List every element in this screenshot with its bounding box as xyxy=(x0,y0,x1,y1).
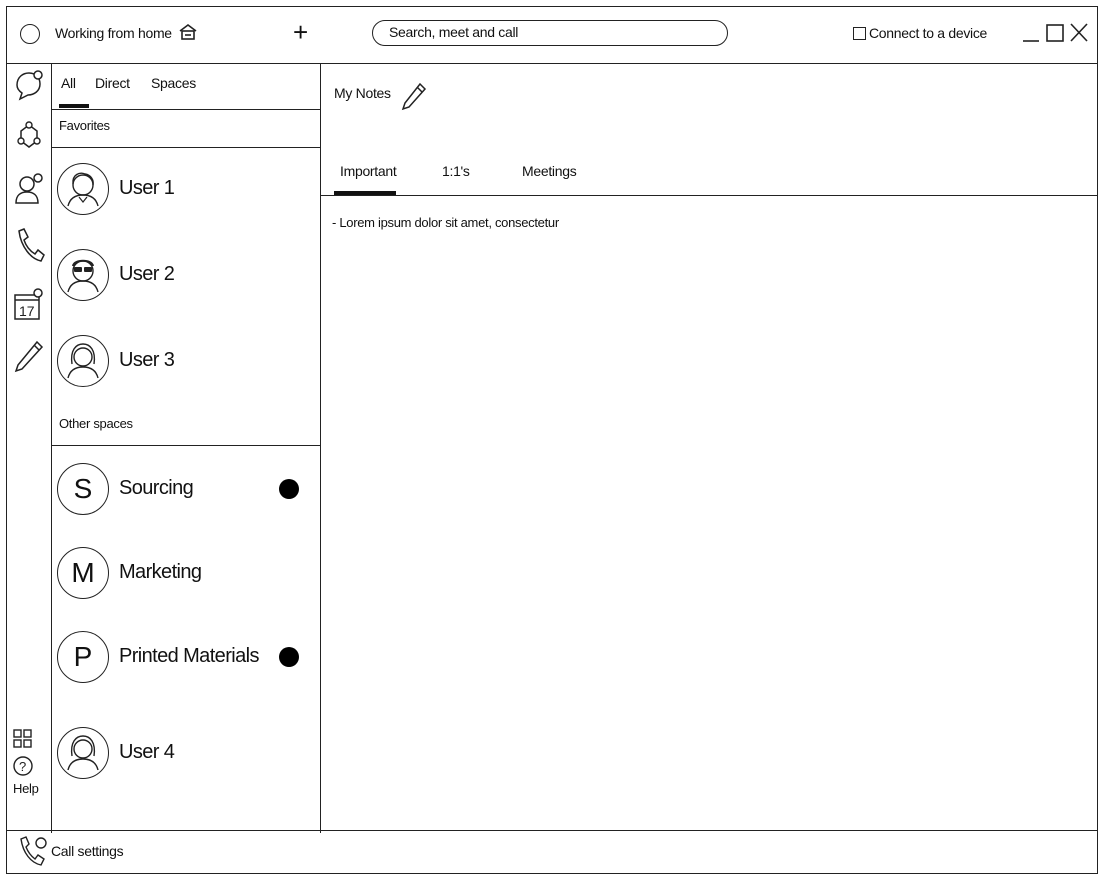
item-label: Printed Materials xyxy=(119,645,259,667)
tab-one-on-ones[interactable]: 1:1's xyxy=(442,163,470,179)
space-avatar: S xyxy=(57,463,109,515)
item-label: User 2 xyxy=(119,263,175,285)
notes-tabs xyxy=(320,149,1097,196)
active-tab-indicator xyxy=(334,191,396,195)
conversation-sidebar xyxy=(51,63,321,833)
active-filter-indicator xyxy=(59,104,89,108)
edit-pencil-icon[interactable] xyxy=(400,81,428,111)
nav-rail xyxy=(7,63,52,833)
item-label: User 1 xyxy=(119,177,175,199)
messages-icon[interactable] xyxy=(13,69,45,105)
filter-tabs xyxy=(51,63,320,110)
contacts-icon[interactable] xyxy=(13,171,45,207)
whiteboard-pencil-icon[interactable] xyxy=(13,339,45,375)
connect-device-button[interactable] xyxy=(853,25,987,41)
item-label: User 3 xyxy=(119,349,175,371)
tab-meetings[interactable]: Meetings xyxy=(522,163,577,179)
minimize-button[interactable] xyxy=(1021,19,1041,45)
list-item[interactable] xyxy=(57,547,307,607)
call-settings-label[interactable]: Call settings xyxy=(51,843,124,859)
app-window xyxy=(6,6,1098,874)
svg-text:?: ? xyxy=(19,759,27,774)
tab-important[interactable]: Important xyxy=(340,163,397,179)
list-item[interactable] xyxy=(57,727,307,787)
teams-icon[interactable] xyxy=(13,119,45,155)
help-icon[interactable] xyxy=(13,755,33,777)
user-avatar-icon xyxy=(57,163,109,215)
item-label: User 4 xyxy=(119,741,175,763)
status-indicator-icon[interactable] xyxy=(20,24,40,44)
page-title: My Notes xyxy=(334,85,391,101)
calendar-day-label: 17 xyxy=(19,303,35,319)
add-button[interactable]: + xyxy=(293,17,309,47)
list-item[interactable] xyxy=(57,163,307,223)
notes-panel xyxy=(320,63,1097,833)
call-settings-icon[interactable] xyxy=(17,835,49,869)
filter-direct[interactable]: Direct xyxy=(95,75,130,91)
calls-icon[interactable] xyxy=(13,225,45,265)
note-content[interactable]: - Lorem ipsum dolor sit amet, consectetur xyxy=(332,215,559,230)
user-avatar-glasses-icon xyxy=(57,249,109,301)
bottom-bar xyxy=(7,830,1097,873)
filter-spaces[interactable]: Spaces xyxy=(151,75,196,91)
other-spaces-header-label: Other spaces xyxy=(59,416,133,431)
top-bar xyxy=(7,7,1097,64)
favorites-header xyxy=(51,109,320,148)
unread-indicator xyxy=(279,479,299,499)
maximize-button[interactable] xyxy=(1045,19,1065,45)
list-item[interactable] xyxy=(57,249,307,309)
help-label[interactable]: Help xyxy=(13,781,39,796)
home-icon xyxy=(179,24,197,40)
list-item[interactable] xyxy=(57,335,307,395)
status-text[interactable]: Working from home xyxy=(55,25,172,41)
favorites-header-label: Favorites xyxy=(59,118,110,133)
user-avatar-female-icon xyxy=(57,727,109,779)
filter-all[interactable]: All xyxy=(61,75,76,91)
device-checkbox-icon xyxy=(853,27,866,40)
other-spaces-header xyxy=(51,407,320,446)
space-avatar: P xyxy=(57,631,109,683)
user-avatar-female-icon xyxy=(57,335,109,387)
list-item[interactable] xyxy=(57,463,307,523)
connect-device-label: Connect to a device xyxy=(869,25,988,41)
unread-indicator xyxy=(279,647,299,667)
list-item[interactable] xyxy=(57,631,307,691)
apps-grid-icon[interactable] xyxy=(13,729,33,749)
item-label: Sourcing xyxy=(119,477,194,499)
space-avatar: M xyxy=(57,547,109,599)
item-label: Marketing xyxy=(119,561,202,583)
search-input[interactable]: Search, meet and call xyxy=(372,20,728,46)
calendar-icon[interactable] xyxy=(13,285,45,323)
close-button[interactable] xyxy=(1069,19,1089,45)
